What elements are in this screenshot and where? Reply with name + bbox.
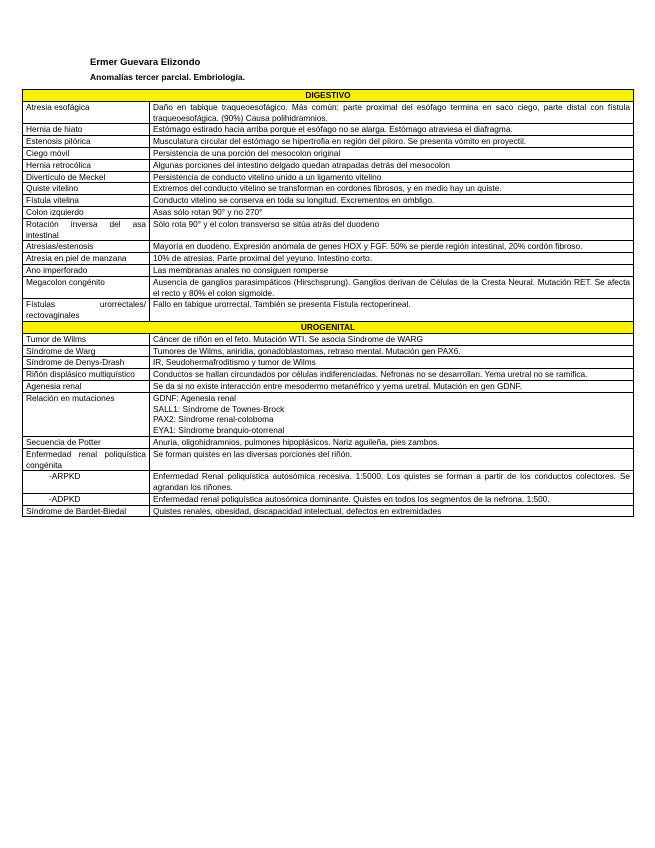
anomaly-term: Rotación inversa del asa intestinal (23, 218, 150, 241)
anomaly-description: Quistes renales, obesidad, discapacidad intelectual, defectos en extremidades (150, 505, 634, 517)
anomaly-description: Estómago estirado hacia arriba porque el esófago no se alarga. Estómago atraviesa el diafragma. (150, 124, 634, 136)
anomaly-term: Atresia en piel de manzana (23, 253, 150, 265)
anomaly-term: Hernia retrocólica (23, 159, 150, 171)
table-row (23, 436, 634, 448)
anomaly-term: Síndrome de Denys-Drash (23, 357, 150, 369)
table-row (23, 333, 634, 345)
anomaly-description (150, 392, 634, 436)
anomaly-term: Hernia de hiato (23, 124, 150, 136)
anomaly-term: -ADPKD (23, 493, 150, 505)
anomaly-description: Enfermedad renal poliquística autosómica dominante. Quistes en todos los segmentos de la nefrona. 1:500. (150, 493, 634, 505)
anomaly-term: Síndrome de Warg (23, 345, 150, 357)
mutation-line: PAX2: Síndrome renal-coloboma (153, 414, 274, 425)
table-row (23, 171, 634, 183)
section-header-row (23, 90, 634, 102)
anomaly-term: Estenosis pilórica (23, 136, 150, 148)
table-row (23, 493, 634, 505)
anomaly-description: 10% de atresias. Parte proximal del yeyuno. Intestino corto. (150, 253, 634, 265)
table-row (23, 448, 634, 471)
table-row (23, 380, 634, 392)
anomaly-description: Conducto vitelino se conserva en toda su longitud. Excrementos en ombligo. (150, 195, 634, 207)
anomaly-term: Atresias/estenosis (23, 241, 150, 253)
anomaly-description: Ausencia de ganglios parasimpáticos (Hirschsprung). Ganglios derivan de Células de la Cresta Neural. Mutación RET. Se afecta el recto y 80% el colon sigmoide. (150, 276, 634, 299)
anomaly-description: Conductos se hallan circundados por células indiferenciadas. Nefronas no se desarrollan. Yema uretral no se ramifica. (150, 369, 634, 381)
mutation-line: SALL1: Síndrome de Townes-Brock (153, 403, 285, 414)
anomaly-description: Algunas porciones del intestino delgado quedan atrapadas detrás del mesocolon (150, 159, 634, 171)
table-row (23, 136, 634, 148)
table-row (23, 357, 634, 369)
anomaly-term: Síndrome de Bardet-Biedal (23, 505, 150, 517)
table-row (23, 299, 634, 322)
anomaly-term: Relación en mutaciones (23, 392, 150, 436)
anomaly-description: Musculatura circular del estómago se hipertrofia en región del píloro. Se presenta vómito en proyectil. (150, 136, 634, 148)
table-row (23, 241, 634, 253)
anomaly-description: Tumores de Wilms, aniridia, gonadoblastomas, retraso mental. Mutación gen PAX6. (150, 345, 634, 357)
section-title: DIGESTIVO (23, 90, 634, 102)
anomaly-term: Enfermedad renal poliquística congénita (23, 448, 150, 471)
table-row (23, 276, 634, 299)
anomaly-description: Mayoría en duodeno. Expresión anómala de genes HOX y FGF. 50% se pierde región intestinal, 20% cordón fibroso. (150, 241, 634, 253)
anomaly-term: Ciego móvil (23, 147, 150, 159)
table-row (23, 101, 634, 124)
table-row (23, 147, 634, 159)
anomalies-table (22, 89, 634, 517)
anomaly-description: Anuria, oligohidramnios, pulmones hipoplásicos. Nariz aguileña, pies zambos. (150, 436, 634, 448)
anomaly-description: Cáncer de riñón en el feto. Mutación WTI. Se asocia Síndrome de WARG (150, 333, 634, 345)
document-header (90, 56, 570, 84)
anomaly-term: Ano imperforado (23, 264, 150, 276)
table-row (23, 253, 634, 265)
anomaly-term: Megacolon congénito (23, 276, 150, 299)
document-subtitle: Anomalías tercer parcial. Embriología. (90, 72, 245, 82)
anomaly-description: Enfermedad Renal poliquística autosómica recesiva. 1:5000. Los quistes se forman a partir de los conductos colectores. Se agrandan los riñones. (150, 471, 634, 494)
anomaly-term: Riñón displásico multiquístico (23, 369, 150, 381)
anomaly-term: Tumor de Wilms (23, 333, 150, 345)
mutation-line: EYA1: Síndrome branquio-otorrenal (153, 425, 285, 436)
table-row (23, 505, 634, 517)
table-row (23, 124, 634, 136)
table-row (23, 195, 634, 207)
anomaly-description: Fallo en tabique urorrectal. También se presenta Fístula rectoperineal. (150, 299, 634, 322)
anomaly-term: Quiste vitelino (23, 183, 150, 195)
anomaly-term: Agenesia renal (23, 380, 150, 392)
anomaly-description: Extremos del conducto vitelino se transforman en cordones fibrosos, y en medio hay un quiste. (150, 183, 634, 195)
anomaly-term: Secuencia de Potter (23, 436, 150, 448)
anomaly-description: Sólo rota 90° y el colon transverso se sitúa atrás del duodeno (150, 218, 634, 241)
anomaly-term: Colon izquierdo (23, 206, 150, 218)
anomaly-term: Fístulas urorrectales/ rectovaginales (23, 299, 150, 322)
table-row (23, 206, 634, 218)
table-row (23, 369, 634, 381)
section-header-row (23, 321, 634, 333)
table-row (23, 264, 634, 276)
anomaly-description: Persistencia de una porción del mesocolon original (150, 147, 634, 159)
table-row (23, 159, 634, 171)
section-title: UROGENITAL (23, 321, 634, 333)
anomaly-description: Asas sólo rotan 90° y no 270° (150, 206, 634, 218)
anomaly-description: Se da si no existe interacción entre mesodermo metanéfrico y yema uretral. Mutación en gen GDNF. (150, 380, 634, 392)
anomaly-description: Persistencia de conducto vitelino unido a un ligamento vitelino (150, 171, 634, 183)
anomaly-term: -ARPKD (23, 471, 150, 494)
anomaly-description: IR, Seudohermafroditismo y tumor de Wilms (150, 357, 634, 369)
author-name: Ermer Guevara Elizondo (90, 57, 201, 68)
anomaly-description: Las membranas anales no consiguen romperse (150, 264, 634, 276)
anomaly-term: Divertículo de Meckel (23, 171, 150, 183)
anomaly-description: Se forman quistes en las diversas porciones del riñón. (150, 448, 634, 471)
anomaly-description: Daño en tabique traqueoesofágico. Más común: parte proximal del esófago termina en saco ciego, parte distal con fístula traqueoesofágica. (90%) Causa polihidramnios. (150, 101, 634, 124)
table-row (23, 183, 634, 195)
anomaly-term: Fístula vitelina (23, 195, 150, 207)
table-row (23, 471, 634, 494)
table-row (23, 345, 634, 357)
table-row (23, 392, 634, 436)
anomaly-term: Atresia esofágica (23, 101, 150, 124)
table-row (23, 218, 634, 241)
mutation-line: GDNF: Agenesia renal (153, 392, 237, 403)
